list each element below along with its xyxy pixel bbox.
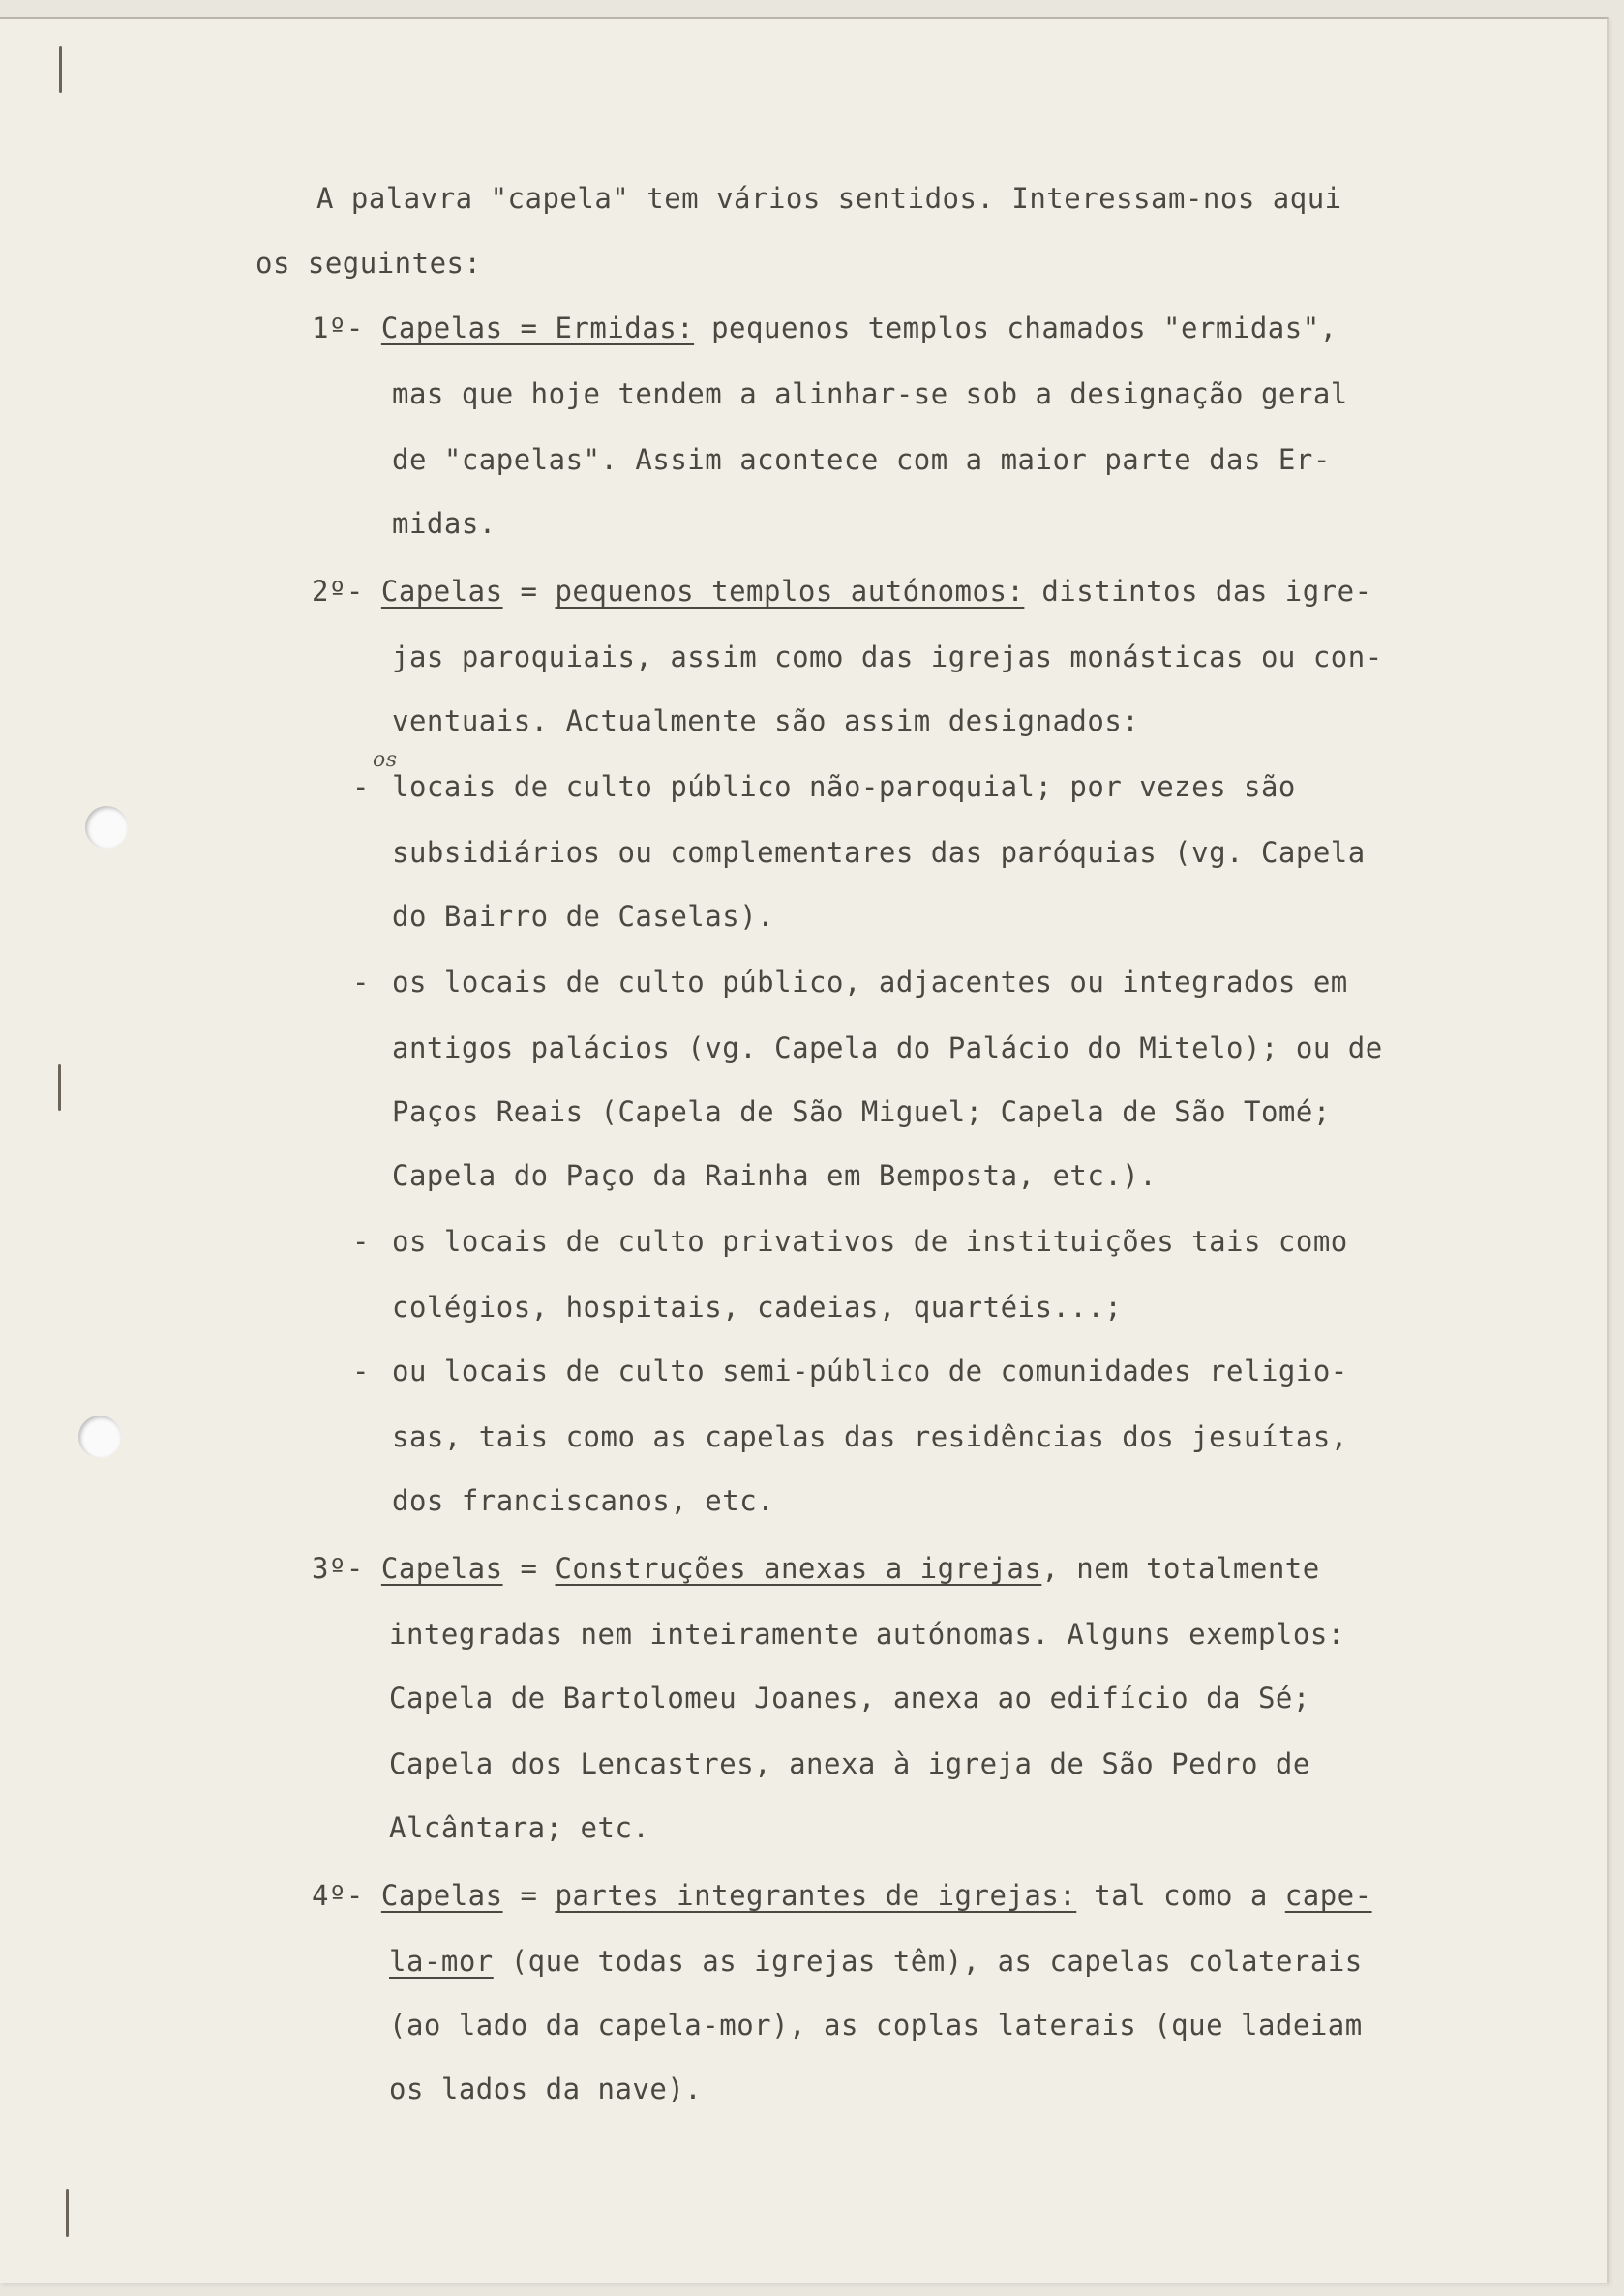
bullet-dash: -: [352, 966, 370, 999]
section-4-line: os lados da nave).: [389, 2072, 703, 2105]
intro-line: os seguintes:: [256, 247, 482, 280]
section-number: 3º-: [312, 1552, 364, 1585]
section-subtitle: pequenos templos autónomos:: [555, 575, 1025, 608]
bullet-line: Capela do Paço da Rainha em Bemposta, etc.).: [392, 1159, 1158, 1192]
intro-line: A palavra "capela" tem vários sentidos. Interessam-nos aqui: [316, 182, 1342, 215]
section-3-line: Capela de Bartolomeu Joanes, anexa ao edifício da Sé;: [389, 1682, 1310, 1715]
section-term: la-mor: [389, 1945, 494, 1978]
bullet-dash: -: [352, 770, 370, 803]
section-3-heading: 3º- Capelas = Construções anexas a igrejas, nem totalmente: [312, 1552, 1320, 1585]
bullet-line: Paços Reais (Capela de São Miguel; Capela de São Tomé;: [392, 1095, 1331, 1128]
section-1-heading: [312, 312, 1338, 344]
section-title: Capelas = Ermidas:: [380, 312, 695, 344]
bullet-line: do Bairro de Caselas).: [392, 900, 775, 933]
section-text: distintos das igre-: [1024, 575, 1372, 608]
section-4-line: (ao lado da capela-mor), as coplas laterais (que ladeiam: [389, 2009, 1363, 2042]
section-subtitle: partes integrantes de igrejas:: [555, 1879, 1077, 1912]
margin-mark: [66, 2189, 69, 2237]
section-3-line: integradas nem inteiramente autónomas. Alguns exemplos:: [389, 1618, 1345, 1651]
section-3-line: Alcântara; etc.: [389, 1811, 650, 1844]
document-page: [0, 17, 1609, 2283]
handwritten-annotation: os: [373, 748, 398, 772]
section-1-line: de "capelas". Assim acontece com a maior parte das Er-: [392, 443, 1331, 476]
section-number: 2º-: [312, 575, 364, 608]
bullet-line: antigos palácios (vg. Capela do Palácio do Mitelo); ou de: [392, 1031, 1383, 1064]
bullet-line: ou locais de culto semi-público de comunidades religio-: [392, 1355, 1348, 1387]
punch-hole: [78, 1416, 121, 1458]
section-4-heading: 4º- Capelas = partes integrantes de igrejas: tal como a cape-: [312, 1879, 1372, 1912]
section-title: Capelas: [380, 1879, 503, 1912]
section-term: cape-: [1284, 1879, 1372, 1912]
section-2-line: jas paroquiais, assim como das igrejas monásticas ou con-: [392, 641, 1383, 673]
section-2-line: ventuais. Actualmente são assim designados:: [392, 704, 1140, 737]
section-number: 4º-: [312, 1879, 364, 1912]
bullet-dash: -: [352, 1355, 370, 1387]
bullet-line: locais de culto público não-paroquial; por vezes são: [392, 770, 1296, 803]
bullet-line: subsidiários ou complementares das paróquias (vg. Capela: [392, 836, 1366, 869]
bullet-line: sas, tais como as capelas das residências dos jesuítas,: [392, 1420, 1348, 1453]
section-text: pequenos templos chamados "ermidas",: [694, 312, 1338, 344]
section-1-line: midas.: [392, 507, 496, 540]
bullet-dash: -: [352, 1225, 370, 1258]
section-4-line: la-mor (que todas as igrejas têm), as capelas colaterais: [389, 1945, 1363, 1978]
bullet-line: os locais de culto privativos de instituições tais como: [392, 1225, 1348, 1258]
punch-hole: [85, 806, 128, 849]
section-3-line: Capela dos Lencastres, anexa à igreja de São Pedro de: [389, 1747, 1310, 1780]
bullet-line: os locais de culto público, adjacentes ou integrados em: [392, 966, 1348, 999]
section-2-heading: 2º- Capelas = pequenos templos autónomos: distintos das igre-: [312, 575, 1372, 608]
margin-mark: [58, 1064, 61, 1111]
section-title: Capelas: [380, 575, 503, 608]
section-1-line: mas que hoje tendem a alinhar-se sob a designação geral: [392, 377, 1348, 410]
section-title: Capelas: [380, 1552, 503, 1585]
bullet-line: dos franciscanos, etc.: [392, 1484, 775, 1517]
section-number: 1º-: [312, 312, 364, 344]
section-subtitle: Construções anexas a igrejas: [555, 1552, 1042, 1585]
bullet-line: colégios, hospitais, cadeias, quartéis...;: [392, 1291, 1123, 1324]
section-text: , nem totalmente: [1041, 1552, 1320, 1585]
margin-mark: [59, 46, 62, 93]
